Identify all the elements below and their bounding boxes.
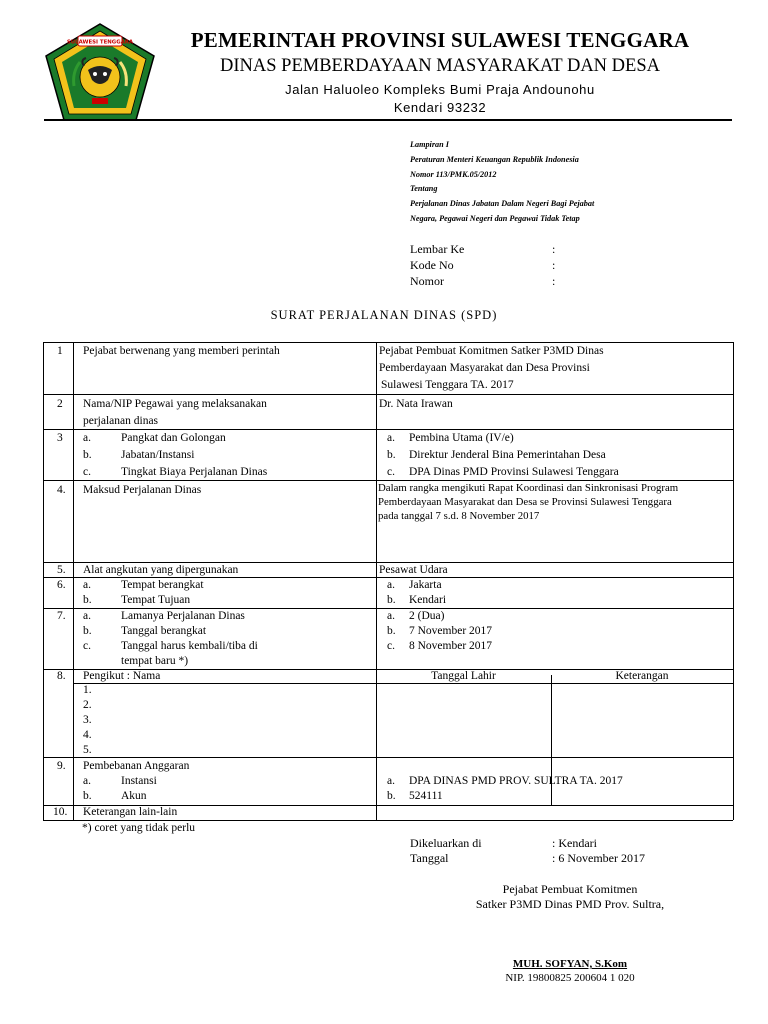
ref-nomor-label: Nomor (410, 274, 444, 288)
sub-letter: b. (83, 790, 92, 802)
row-number: 3 (57, 432, 63, 444)
issued-place-value: : Kendari (552, 836, 597, 850)
row-number: 5. (57, 564, 66, 576)
header-city: Kendari 93232 (393, 100, 487, 115)
sub-letter: b. (83, 449, 92, 461)
list-item: 2. (83, 699, 92, 711)
lampiran-line: Tentang (410, 184, 438, 193)
field-label: Instansi (121, 775, 157, 787)
field-value: 8 November 2017 (409, 640, 493, 652)
field-label: Jabatan/Instansi (121, 449, 195, 461)
header-address: Jalan Haluoleo Kompleks Bumi Praja Andounohu (285, 82, 595, 97)
sub-letter: b. (387, 625, 396, 637)
sub-letter: a. (83, 775, 91, 787)
field-label: Keterangan lain-lain (83, 806, 178, 818)
sub-letter: c. (387, 640, 395, 652)
row-number: 9. (57, 760, 66, 772)
sub-letter: a. (387, 579, 395, 591)
ref-lembar-sep: : (552, 242, 556, 256)
field-label: Tanggal berangkat (121, 625, 207, 637)
field-value: Jakarta (409, 579, 442, 591)
row-number: 10. (53, 806, 68, 818)
header-divider (44, 119, 732, 121)
field-label: perjalanan dinas (83, 415, 159, 427)
sub-letter: c. (83, 640, 91, 652)
list-item: 5. (83, 744, 92, 756)
field-value: Sulawesi Tenggara TA. 2017 (381, 379, 514, 391)
list-item: 3. (83, 714, 92, 726)
row-number: 2 (57, 398, 63, 410)
field-label: Tingkat Biaya Perjalanan Dinas (121, 466, 268, 478)
document-title: SURAT PERJALANAN DINAS (SPD) (270, 308, 498, 322)
signatory-nip: NIP. 19800825 200604 1 020 (505, 972, 635, 984)
field-value: Pemberdayaan Masyarakat dan Desa se Provinsi Sulawesi Tenggara (378, 496, 672, 508)
field-label: Akun (121, 790, 147, 802)
sub-letter: c. (387, 466, 395, 478)
footnote: *) coret yang tidak perlu (82, 822, 196, 834)
sub-letter: b. (83, 594, 92, 606)
sub-letter: a. (387, 775, 395, 787)
field-label: Lamanya Perjalanan Dinas (121, 610, 245, 622)
row-number: 6. (57, 579, 66, 591)
field-label: Tempat berangkat (121, 579, 204, 591)
sub-letter: b. (83, 625, 92, 637)
column-header-remarks: Keterangan (615, 670, 669, 682)
field-value: Kendari (409, 594, 447, 606)
field-label: Maksud Perjalanan Dinas (83, 484, 202, 496)
field-label: Tanggal harus kembali/tiba di (121, 640, 258, 652)
issued-place-label: Dikeluarkan di (410, 836, 482, 850)
header-government: PEMERINTAH PROVINSI SULAWESI TENGGARA (190, 28, 690, 52)
list-item: 4. (83, 729, 92, 741)
sub-letter: a. (83, 432, 91, 444)
field-value: 7 November 2017 (409, 625, 493, 637)
field-value: Pejabat Pembuat Komitmen Satker P3MD Dinas (379, 345, 604, 357)
issued-date-label: Tanggal (410, 851, 449, 865)
ref-kode-label: Kode No (410, 258, 454, 272)
field-label: tempat baru *) (121, 655, 189, 667)
field-value: Direktur Jenderal Bina Pemerintahan Desa (409, 449, 606, 461)
issued-date-value: : 6 November 2017 (552, 851, 645, 865)
list-item: 1. (83, 684, 92, 696)
field-label: Pengikut : Nama (83, 670, 161, 682)
ref-lembar-label: Lembar Ke (410, 242, 465, 256)
sub-letter: a. (83, 610, 91, 622)
lampiran-line: Nomor 113/PMK.05/2012 (410, 170, 497, 179)
row-number: 7. (57, 610, 66, 622)
sub-letter: c. (83, 466, 91, 478)
field-value: Dalam rangka mengikuti Rapat Koordinasi dan Sinkronisasi Program (378, 482, 679, 494)
ref-kode-sep: : (552, 258, 556, 272)
logo-ribbon-text: SULAWESI TENGGARA (66, 39, 134, 46)
field-value: DPA DINAS PMD PROV. SULTRA TA. 2017 (409, 775, 623, 787)
field-value: Pembina Utama (IV/e) (409, 432, 514, 444)
field-value: Pesawat Udara (379, 564, 448, 576)
ref-nomor-sep: : (552, 274, 556, 288)
lampiran-line: Peraturan Menteri Keuangan Republik Indonesia (410, 155, 579, 164)
sub-letter: a. (83, 579, 91, 591)
sub-letter: b. (387, 449, 396, 461)
field-label: Pembebanan Anggaran (83, 760, 190, 772)
row-number: 1 (57, 345, 63, 357)
row-number: 4. (57, 484, 66, 496)
lampiran-line: Perjalanan Dinas Jabatan Dalam Negeri Bagi Pejabat (410, 199, 595, 208)
field-value: DPA Dinas PMD Provinsi Sulawesi Tenggara (409, 466, 619, 478)
header-agency: DINAS PEMBERDAYAAN MASYARAKAT DAN DESA (220, 56, 660, 76)
field-label: Pangkat dan Golongan (121, 432, 226, 444)
lampiran-line: Lampiran I (410, 140, 449, 149)
sub-letter: b. (387, 594, 396, 606)
field-label: Alat angkutan yang dipergunakan (83, 564, 239, 576)
field-label: Nama/NIP Pegawai yang melaksanakan (83, 398, 267, 410)
column-header-birthdate: Tanggal Lahir (431, 670, 496, 682)
sub-letter: a. (387, 610, 395, 622)
sub-letter: b. (387, 790, 396, 802)
field-value: pada tanggal 7 s.d. 8 November 2017 (378, 510, 540, 522)
lampiran-line: Negara, Pegawai Negeri dan Pegawai Tidak Tetap (410, 214, 580, 223)
row-number: 8. (57, 670, 66, 682)
field-label: Pejabat berwenang yang memberi perintah (83, 345, 280, 357)
field-value: Dr. Nata Irawan (379, 398, 453, 410)
signatory-name: MUH. SOFYAN, S.Kom (512, 958, 628, 970)
signatory-unit: Satker P3MD Dinas PMD Prov. Sultra, (475, 897, 665, 911)
sub-letter: a. (387, 432, 395, 444)
province-emblem-logo (44, 22, 156, 122)
field-value: Pemberdayaan Masyarakat dan Desa Provinsi (379, 362, 590, 374)
signatory-role: Pejabat Pembuat Komitmen (502, 882, 638, 896)
field-label: Tempat Tujuan (121, 594, 191, 606)
field-value: 2 (Dua) (409, 610, 445, 622)
field-value: 524111 (409, 790, 443, 802)
